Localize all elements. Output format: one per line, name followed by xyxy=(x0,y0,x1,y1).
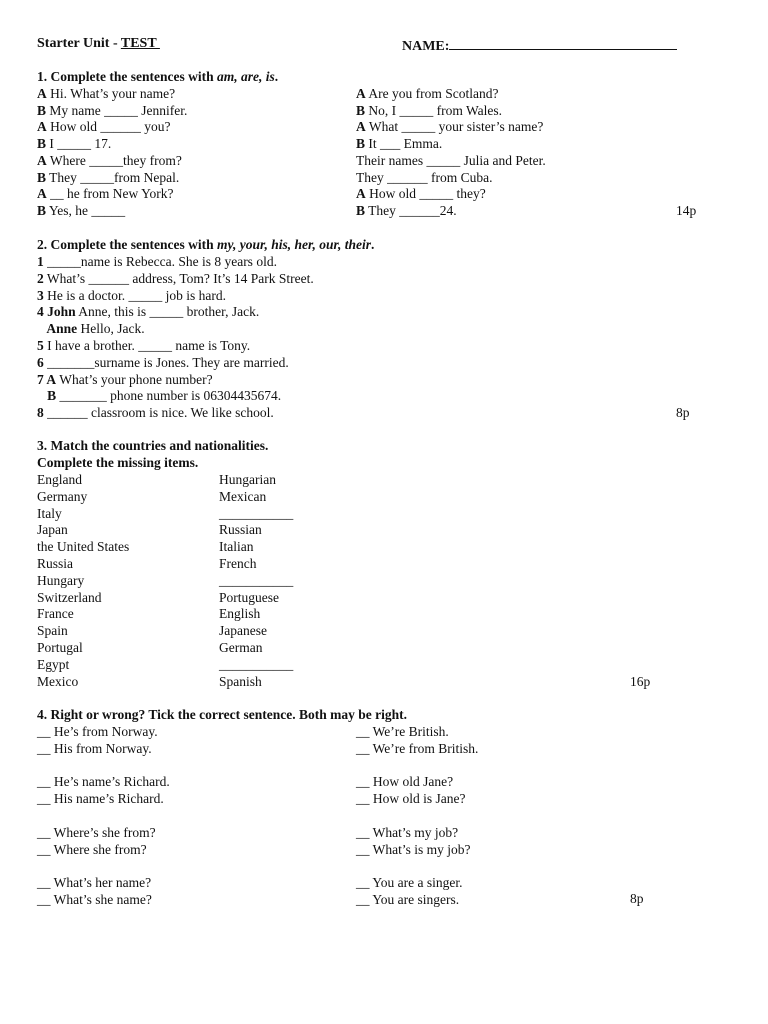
dialogue-line xyxy=(37,153,182,169)
tick-sentence: __ Where she from? xyxy=(37,841,147,857)
dialogue-text: __ he from New York? xyxy=(46,186,174,202)
item-number: 4 xyxy=(37,304,44,320)
s2-heading-end: . xyxy=(371,237,375,252)
speaker-label: A xyxy=(37,186,47,202)
country-item: Italy xyxy=(37,505,62,521)
tick-sentence: __ You are a singer. xyxy=(356,875,463,891)
country-item: Egypt xyxy=(37,656,70,672)
dialogue-line xyxy=(37,170,179,186)
dialogue-line xyxy=(37,86,175,102)
exercise-line xyxy=(37,338,250,354)
s2-heading-text: 2. Complete the sentences with xyxy=(37,237,217,252)
s2-heading-words: my, your, his, her, our, their xyxy=(216,237,372,252)
country-item: Hungary xyxy=(37,572,85,588)
exercise-line xyxy=(37,271,314,287)
dialogue-text: What _____ your sister’s name? xyxy=(365,119,544,135)
dialogue-line xyxy=(37,119,171,135)
exercise-text: What’s ______ address, Tom? It’s 14 Park Street. xyxy=(43,270,314,286)
section-4-heading: 4. Right or wrong? Tick the correct sentence. Both may be right. xyxy=(37,707,407,722)
tick-sentence: __ How old Jane? xyxy=(356,774,454,790)
speaker-label: A xyxy=(356,186,366,202)
country-item: Germany xyxy=(37,488,88,504)
exercise-line xyxy=(37,304,259,320)
speaker-label: B xyxy=(37,202,47,218)
dialogue-line xyxy=(356,203,457,219)
title-unit: Starter Unit - xyxy=(37,36,121,51)
nationality-item: Japanese xyxy=(219,623,267,639)
dialogue-line xyxy=(356,170,492,186)
section-2-points: 8p xyxy=(676,405,690,420)
speaker-label: A xyxy=(37,152,47,168)
nationality-item: French xyxy=(219,556,257,571)
nationality-item: Russian xyxy=(219,522,262,538)
dialogue-text: Where _____they from? xyxy=(46,152,182,168)
exercise-text: ______ classroom is nice. We like school. xyxy=(43,405,274,421)
tick-sentence: __ His name’s Richard. xyxy=(37,791,164,807)
country-item: Switzerland xyxy=(37,589,102,605)
dialogue-line xyxy=(356,119,543,135)
exercise-text: Anne, this is _____ brother, Jack. xyxy=(75,304,260,320)
nationality-item: Hungarian xyxy=(219,472,276,487)
tick-sentence: __ He’s from Norway. xyxy=(37,724,158,739)
nationality-item: Spanish xyxy=(219,673,262,689)
section-4-points: 8p xyxy=(630,891,644,906)
speaker-label: Anne xyxy=(37,321,78,337)
exercise-line xyxy=(37,321,145,337)
nationality-item: German xyxy=(219,640,263,655)
country-item: France xyxy=(37,606,74,622)
country-item: England xyxy=(37,472,82,487)
exercise-text: Hello, Jack. xyxy=(77,321,145,337)
item-number: 5 xyxy=(37,338,44,353)
exercise-text: _______surname is Jones. They are married. xyxy=(43,354,289,370)
dialogue-text: Hi. What’s your name? xyxy=(46,86,176,101)
item-number: 8 xyxy=(37,405,44,421)
dialogue-line xyxy=(37,186,173,202)
section-3-heading: 3. Match the countries and nationalities. xyxy=(37,438,269,453)
exercise-text: _______ phone number is 06304435674. xyxy=(56,388,282,404)
worksheet-title xyxy=(37,36,160,52)
tick-sentence: __ You are singers. xyxy=(356,892,460,907)
nationality-item: ___________ xyxy=(219,572,294,588)
dialogue-text: No, I _____ from Wales. xyxy=(365,102,503,118)
section-1-points: 14p xyxy=(676,203,697,218)
name-field xyxy=(402,36,677,55)
section-1-heading xyxy=(37,69,278,85)
exercise-line xyxy=(37,388,281,404)
country-item: Spain xyxy=(37,623,68,639)
item-number: 2 xyxy=(37,270,44,286)
tick-sentence: __ What’s her name? xyxy=(37,875,152,891)
exercise-line xyxy=(37,372,213,388)
exercise-line xyxy=(37,405,274,421)
speaker-label: B xyxy=(37,102,47,118)
dialogue-text: Are you from Scotland? xyxy=(365,86,499,101)
item-number: 6 xyxy=(37,354,44,370)
dialogue-text: I _____ 17. xyxy=(46,136,112,152)
dialogue-line xyxy=(37,136,111,152)
country-item: the United States xyxy=(37,539,130,555)
dialogue-text: How old ______ you? xyxy=(46,119,171,135)
nationality-item: Italian xyxy=(219,539,254,555)
country-item: Japan xyxy=(37,522,68,538)
dialogue-line xyxy=(37,103,187,119)
speaker-label: A xyxy=(37,86,47,101)
dialogue-text: Their names _____ Julia and Peter. xyxy=(356,152,546,168)
exercise-text: _____name is Rebecca. She is 8 years old. xyxy=(43,254,277,269)
dialogue-text: How old _____ they? xyxy=(365,186,486,202)
exercise-line xyxy=(37,355,289,371)
dialogue-line xyxy=(356,186,486,202)
exercise-line xyxy=(37,254,277,270)
speaker-label: B xyxy=(356,202,366,218)
tick-sentence: __ He’s name’s Richard. xyxy=(37,774,170,790)
s1-heading-end: . xyxy=(274,69,279,84)
country-item: Mexico xyxy=(37,673,79,689)
section-3-points: 16p xyxy=(630,674,651,689)
item-number: 1 xyxy=(37,254,44,269)
speaker-label: B xyxy=(37,388,57,404)
title-test: TEST xyxy=(120,36,160,51)
dialogue-text: They ______ from Cuba. xyxy=(356,169,493,185)
dialogue-text: It ___ Emma. xyxy=(365,136,443,152)
tick-sentence: __ His from Norway. xyxy=(37,740,152,756)
country-item: Portugal xyxy=(37,640,83,655)
nationality-item: ___________ xyxy=(219,656,294,672)
item-number: 3 xyxy=(37,287,44,303)
speaker-label: A xyxy=(356,86,366,101)
dialogue-line xyxy=(37,203,125,219)
name-blank-line xyxy=(449,36,677,50)
speaker-label: A xyxy=(356,119,366,135)
dialogue-text: My name _____ Jennifer. xyxy=(46,102,188,118)
nationality-item: ___________ xyxy=(219,505,294,521)
tick-sentence: __ How old is Jane? xyxy=(356,791,466,807)
speaker-label: A xyxy=(37,119,47,135)
nationality-item: Portuguese xyxy=(219,589,279,605)
speaker-label: John xyxy=(43,304,76,320)
speaker-label: B xyxy=(37,136,47,152)
speaker-label: B xyxy=(356,102,366,118)
tick-sentence: __ What’s is my job? xyxy=(356,841,471,857)
dialogue-text: They ______24. xyxy=(365,202,457,218)
exercise-text: I have a brother. _____ name is Tony. xyxy=(43,338,251,353)
speaker-label: B xyxy=(356,136,366,152)
tick-sentence: __ What’s she name? xyxy=(37,892,152,907)
item-number: 7 xyxy=(37,371,44,387)
section-2-heading xyxy=(37,237,374,253)
s1-heading-text: 1. Complete the sentences with xyxy=(37,69,217,84)
name-label: NAME: xyxy=(402,39,450,54)
speaker-label: A xyxy=(43,371,57,387)
tick-sentence: __ We’re from British. xyxy=(356,740,479,756)
dialogue-line xyxy=(356,86,498,102)
nationality-item: Mexican xyxy=(219,488,267,504)
dialogue-text: They _____from Nepal. xyxy=(46,169,180,185)
dialogue-line xyxy=(356,103,502,119)
nationality-item: English xyxy=(219,606,261,622)
tick-sentence: __ We’re British. xyxy=(356,724,449,739)
section-3-subheading: Complete the missing items. xyxy=(37,455,199,470)
dialogue-line xyxy=(356,136,442,152)
tick-sentence: __ Where’s she from? xyxy=(37,824,156,840)
dialogue-line xyxy=(356,153,546,169)
tick-sentence: __ What’s my job? xyxy=(356,824,459,840)
exercise-text: He is a doctor. _____ job is hard. xyxy=(43,287,226,303)
s1-heading-words: am, are, is xyxy=(216,69,275,84)
speaker-label: B xyxy=(37,169,47,185)
dialogue-text: Yes, he _____ xyxy=(46,202,126,218)
exercise-text: What’s your phone number? xyxy=(56,371,213,387)
exercise-line xyxy=(37,288,226,304)
country-item: Russia xyxy=(37,556,74,571)
